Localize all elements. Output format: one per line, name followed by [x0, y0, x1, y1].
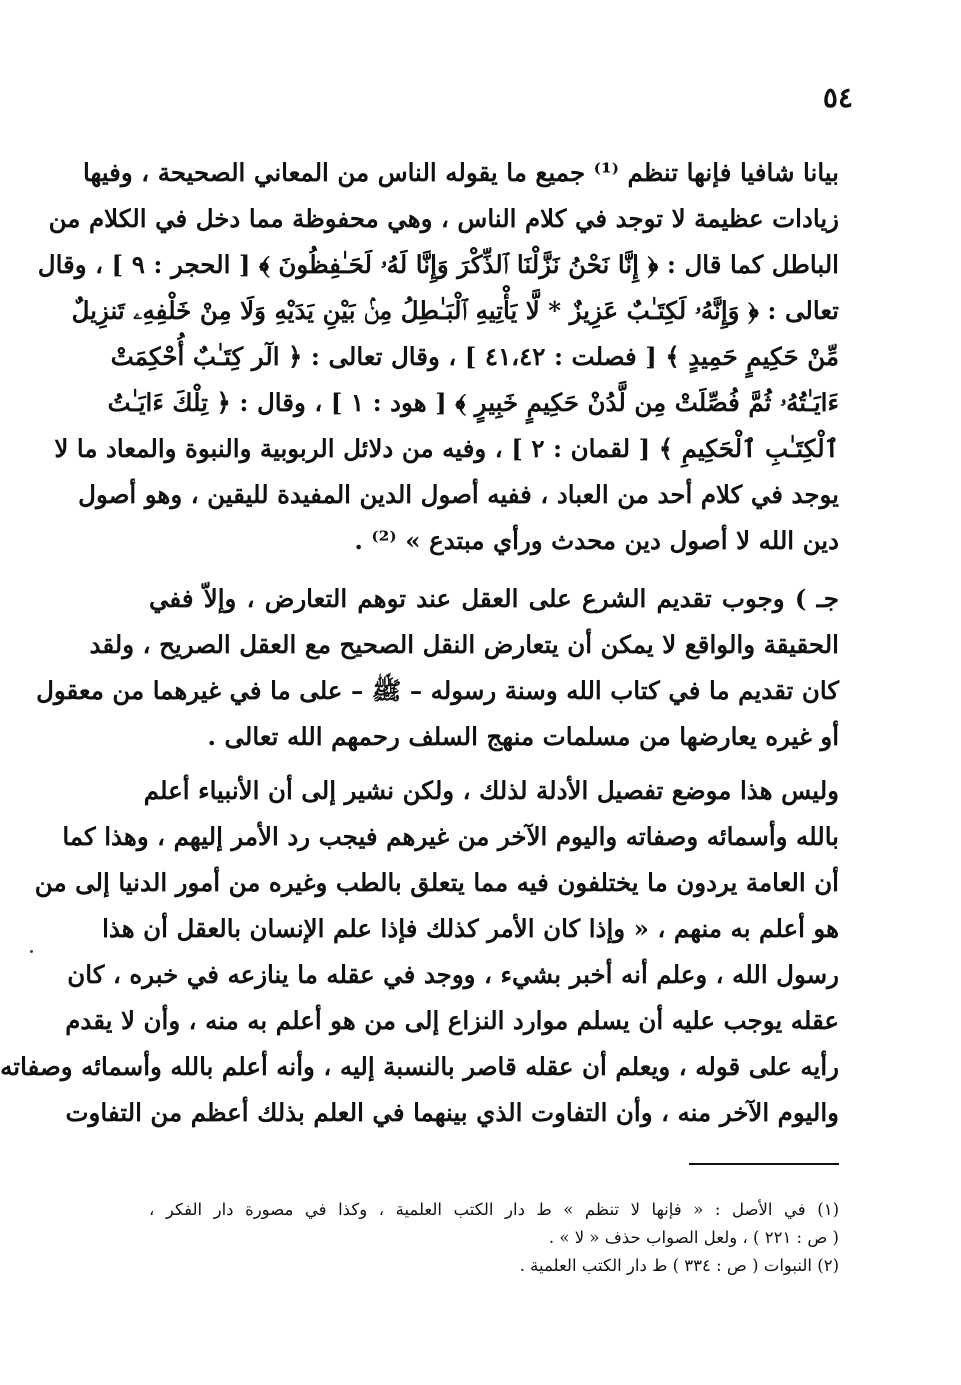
footnote-1-line-2: ( ص : ٢٢١ ) ، ولعل الصواب حذف « لا » .: [548, 1228, 839, 1247]
text-line: الحقيقة والواقع لا يمكن أن يتعارض النقل الصحيح مع العقل الصريح ، ولقد: [89, 630, 839, 659]
text-line: بيانا شافيا فإنها تنظم ⁽¹⁾ جميع ما يقوله الناس من المعاني الصحيحة ، وفيها: [83, 158, 839, 187]
paragraph-revelation-over-reason: [36, 576, 839, 760]
text-line: يوجد في كلام أحد من العباد ، ففيه أصول الدين المفيدة لليقين ، وهو أصول: [78, 480, 839, 509]
text-line: زيادات عظيمة لا توجد في كلام الناس ، وهي محفوظة مما دخل في الكلام من: [48, 204, 839, 233]
text-line: ءَايَـٰتُهُۥ ثُمَّ فُصِّلَتْ مِن لَّدُنْ حَكِيمٍ خَبِيرٍ ﴾ [ هود : ١ ] ، وقال : ﴿ تِلْكَ ءَايَـٰتُ: [107, 388, 839, 417]
text-line: جـ ) وجوب تقديم الشرع على العقل عند توهم التعارض ، وإلاّ ففي: [149, 584, 839, 613]
text-line: الباطل كما قال : ﴿ إِنَّا نَحْنُ نَزَّلْنَا ٱلذِّكْرَ وَإِنَّا لَهُۥ لَحَـٰفِظُونَ ﴾ [ الحجر : ٩ ] ، وقال: [37, 250, 839, 279]
page-number: ٥٤: [822, 81, 853, 114]
text-line: واليوم الآخر منه ، وأن التفاوت الذي بينهما في العلم بذلك أعظم من التفاوت: [65, 1098, 839, 1127]
text-line: رأيه على قوله ، ويعلم أن عقله قاصر بالنسبة إليه ، وأنه أعلم بالله وأسمائه وصفاته: [0, 1052, 839, 1081]
text-line: رسول الله ، وعلم أنه أخبر بشيء ، ووجد في عقله ما ينازعه في خبره ، كان: [67, 960, 839, 989]
text-line: وليس هذا موضع تفصيل الأدلة لذلك ، ولكن نشير إلى أن الأنبياء أعلم: [143, 776, 839, 805]
footnotes: [149, 1196, 839, 1280]
text-line: أن العامة يردون ما يختلفون فيه مما يتعلق بالطب وغيره من أمور الدنيا إلى من: [34, 868, 839, 897]
text-line: هو أعلم به منهم ، « وإذا كان الأمر كذلك فإذا علم الإنسان بالعقل أن هذا: [102, 914, 839, 943]
text-line: بالله وأسمائه وصفاته واليوم الآخر من غيرهم فيجب رد الأمر إليهم ، وهذا كما: [62, 822, 839, 851]
text-line: ٱلْكِتَـٰبِ ٱلْحَكِيمِ ﴾ [ لقمان : ٢ ] ، وفيه من دلائل الربوبية والنبوة والمعاد ما لا: [54, 434, 839, 463]
text-line: دين الله لا أصول دين محدث ورأي مبتدع » ⁽²⁾ .: [354, 526, 839, 555]
footnote-2: (٢) النبوات ( ص : ٣٣٤ ) ط دار الكتب العلمية .: [519, 1256, 839, 1275]
text-line: عقله يوجب عليه أن يسلم موارد النزاع إلى من هو أعلم به منه ، وأن لا يقدم: [65, 1006, 839, 1035]
footnote-divider: [689, 1163, 839, 1165]
footnote-1-line-1: (١) في الأصل : « فإنها لا تنظم » ط دار الكتب العلمية ، وكذا في مصورة دار الفكر ،: [149, 1200, 839, 1219]
paragraph-quran-preservation: [37, 150, 839, 564]
paragraph-prophets-knowledge: [0, 768, 839, 1136]
text-line: كان تقديم ما في كتاب الله وسنة رسوله – ﷺ – على ما في غيرهما من معقول: [36, 676, 839, 705]
text-line: تعالى : ﴿ وَإِنَّهُۥ لَكِتَـٰبٌ عَزِيزٌ * لَّا يَأْتِيهِ ٱلْبَـٰطِلُ مِنۢ بَيْنِ يَدَيْهِ وَلَا مِنْ خَلْفِهِۦ تَنزِيلٌ: [71, 296, 839, 325]
text-line: أو غيره يعارضها من مسلمات منهج السلف رحمهم الله تعالى .: [207, 722, 839, 751]
scan-speck: [30, 950, 33, 953]
text-line: مِّنْ حَكِيمٍ حَمِيدٍ ﴾ [ فصلت : ٤١،٤٢ ] ، وقال تعالى : ﴿ الٓر كِتَـٰبٌ أُحْكِمَتْ: [110, 342, 839, 371]
